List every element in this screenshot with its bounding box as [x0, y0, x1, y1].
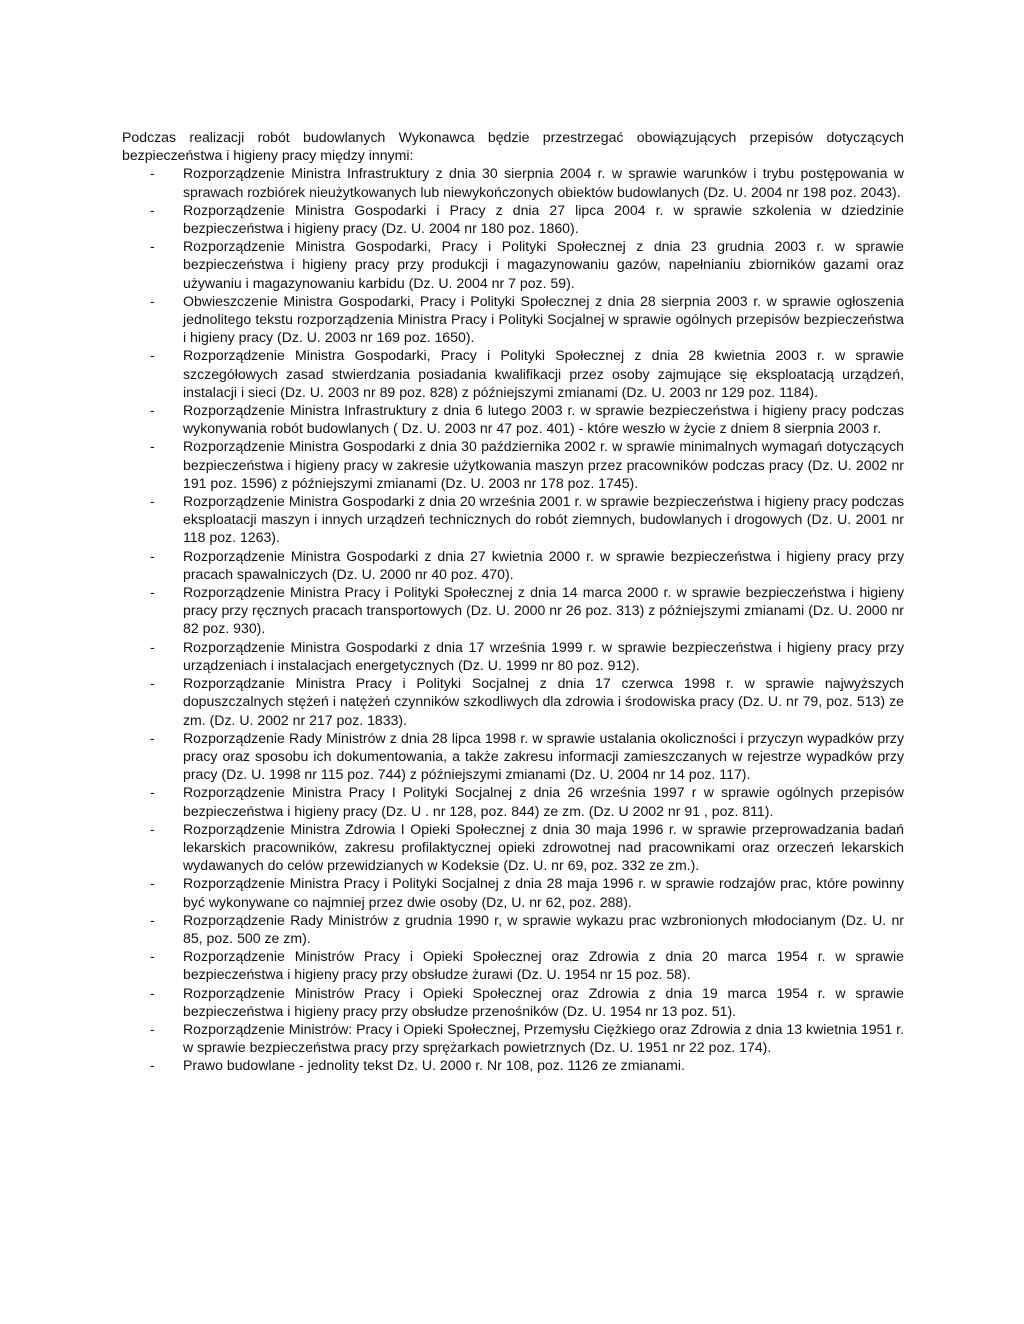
regulation-item [122, 911, 904, 947]
list-bullet: - [150, 820, 155, 837]
regulation-text: Rozporządzenie Ministra Pracy i Polityki Społecznej z dnia 14 marca 2000 r. w sprawie bezpieczeństwa i higieny pracy przy ręcznych pracach transportowych (Dz. U. 2000 nr 26 poz. 313) z późniejszymi zmianami (Dz. U. 2000 nr 82 poz. 930). [183, 584, 904, 637]
list-bullet: - [150, 1057, 155, 1074]
list-bullet: - [150, 292, 155, 309]
list-bullet: - [150, 875, 155, 892]
list-bullet: - [150, 948, 155, 965]
regulation-item [122, 783, 904, 819]
regulations-list [122, 164, 904, 1074]
regulation-item [122, 292, 904, 347]
regulation-text: Rozporządzenie Ministrów Pracy i Opieki Społecznej oraz Zdrowia z dnia 20 marca 1954 r. w sprawie bezpieczeństwa i higieny pracy przy obsłudze żurawi (Dz. U. 1954 nr 15 poz. 58). [183, 948, 904, 983]
regulation-text: Rozporządzenie Ministra Infrastruktury z dnia 30 sierpnia 2004 r. w sprawie warunków i trybu postępowania w sprawach rozbiórek nieużytkowanych lub niewykończonych obiektów budowlanych (Dz. U. 2004 nr 198 poz. 2043). [183, 165, 904, 200]
regulation-item [122, 583, 904, 638]
list-bullet: - [150, 1020, 155, 1037]
regulation-item [122, 346, 904, 401]
regulation-item [122, 947, 904, 983]
list-bullet: - [150, 493, 155, 510]
regulation-text: Obwieszczenie Ministra Gospodarki, Pracy i Polityki Społecznej z dnia 28 sierpnia 2003 r. w sprawie ogłoszenia jednolitego tekstu rozporządzenia Ministra Pracy i Polityki Socjalnej w sprawie ogólnych przepisów bezpieczeństwa i higieny pracy (Dz. U. 2003 nr 169 poz. 1650). [183, 292, 904, 346]
regulation-item [122, 547, 904, 583]
regulation-text: Rozporządzenie Ministra Gospodarki z dnia 17 września 1999 r. w sprawie bezpieczeństwa i higieny pracy przy urządzeniach i instalacjach energetycznych (Dz. U. 1999 nr 80 poz. 912). [183, 638, 904, 673]
document-page [122, 128, 904, 1075]
list-bullet: - [150, 584, 155, 601]
regulation-item [122, 437, 904, 492]
regulation-item [122, 984, 904, 1020]
regulation-item [122, 729, 904, 784]
regulation-item [122, 1056, 904, 1074]
list-bullet: - [150, 165, 155, 182]
regulation-text: Rozporządzenie Ministra Zdrowia I Opieki Społecznej z dnia 30 maja 1996 r. w sprawie przeprowadzania badań lekarskich pracowników, zakresu profilaktycznej opieki zdrowotnej nad pracownikami oraz orzeczeń lekarskich wydawanych do celów przewidzianych w Kodeksie (Dz. U. nr 69, poz. 332 ze zm.). [183, 820, 904, 874]
list-bullet: - [150, 438, 155, 455]
regulation-item [122, 638, 904, 674]
regulation-text: Rozporządzenie Ministra Gospodarki z dnia 20 września 2001 r. w sprawie bezpieczeństwa i higieny pracy podczas eksploatacji maszyn i innych urządzeń technicznych do robót ziemnych, budowlanych i drogowych (Dz. U. 2001 nr 118 poz. 1263). [183, 493, 904, 546]
list-bullet: - [150, 201, 155, 218]
regulation-text: Rozporządzenie Ministra Gospodarki z dnia 30 października 2002 r. w sprawie minimalnych wymagań dotyczących bezpieczeństwa i higieny pracy w zakresie użytkowania maszyn przez pracowników podczas pracy (Dz. U. 2002 nr 191 poz. 1596) z późniejszymi zmianami (Dz. U. 2003 nr 178 poz. 1745). [183, 438, 904, 491]
list-bullet: - [150, 729, 155, 746]
regulation-text: Rozporządzenie Rady Ministrów z grudnia 1990 r, w sprawie wykazu prac wzbronionych młodocianym (Dz. U. nr 85, poz. 500 ze zm). [183, 911, 904, 946]
list-bullet: - [150, 347, 155, 364]
regulation-item [122, 492, 904, 547]
regulation-item [122, 237, 904, 292]
list-bullet: - [150, 784, 155, 801]
regulation-text: Rozporządzanie Ministra Pracy i Polityki Socjalnej z dnia 17 czerwca 1998 r. w sprawie najwyższych dopuszczalnych stężeń i natężeń czynników szkodliwych dla zdrowia i środowiska pracy (Dz. U. nr 79, poz. 513) ze zm. (Dz. U. 2002 nr 217 poz. 1833). [183, 675, 904, 728]
list-bullet: - [150, 911, 155, 928]
regulation-item [122, 820, 904, 875]
regulation-text: Rozporządzenie Ministra Pracy I Polityki Socjalnej z dnia 26 września 1997 r w sprawie ogólnych przepisów bezpieczeństwa i higieny pracy (Dz. U . nr 128, poz. 844) ze zm. (Dz. U 2002 nr 91 , poz. 811). [183, 784, 904, 819]
regulation-item [122, 1020, 904, 1056]
list-bullet: - [150, 638, 155, 655]
regulation-text: Rozporządzenie Ministrów Pracy i Opieki Społecznej oraz Zdrowia z dnia 19 marca 1954 r. w sprawie bezpieczeństwa i higieny pracy przy obsłudze przenośników (Dz. U. 1954 nr 13 poz. 51). [183, 984, 904, 1019]
regulation-text: Rozporządzenie Rady Ministrów z dnia 28 lipca 1998 r. w sprawie ustalania okoliczności i przyczyn wypadków przy pracy oraz sposobu ich dokumentowania, a także zakresu informacji zamieszczanych w rejestrze wypadków przy pracy (Dz. U. 1998 nr 115 poz. 744) z późniejszymi zmianami (Dz. U. 2004 nr 14 poz. 117). [183, 729, 904, 783]
list-bullet: - [150, 675, 155, 692]
regulation-text: Rozporządzenie Ministrów: Pracy i Opieki Społecznej, Przemysłu Ciężkiego oraz Zdrowia z dnia 13 kwietnia 1951 r. w sprawie bezpieczeństwa pracy przy sprężarkach powietrznych (Dz. U. 1951 nr 22 poz. 174). [183, 1020, 904, 1056]
list-bullet: - [150, 402, 155, 419]
regulation-text: Prawo budowlane - jednolity tekst Dz. U. 2000 r. Nr 108, poz. 1126 ze zmianami. [183, 1057, 685, 1074]
intro-paragraph: Podczas realizacji robót budowlanych Wykonawca będzie przestrzegać obowiązujących przepisów dotyczących bezpieczeństwa i higieny pracy między innymi: [122, 129, 904, 164]
regulation-item [122, 674, 904, 729]
regulation-text: Rozporządzenie Ministra Gospodarki i Pracy z dnia 27 lipca 2004 r. w sprawie szkolenia w dziedzinie bezpieczeństwa i higieny pracy (Dz. U. 2004 nr 180 poz. 1860). [183, 201, 904, 237]
regulation-item [122, 874, 904, 910]
regulation-text: Rozporządzenie Ministra Gospodarki, Pracy i Polityki Społecznej z dnia 28 kwietnia 2003 r. w sprawie szczegółowych zasad stwierdzania posiadania kwalifikacji przez osoby zajmujące się eksploatacją urządzeń, instalacji i sieci (Dz. U. 2003 nr 89 poz. 828) z późniejszymi zmianami (Dz. U. 2003 nr 129 poz. 1184). [183, 347, 904, 400]
regulation-text: Rozporządzenie Ministra Gospodarki z dnia 27 kwietnia 2000 r. w sprawie bezpieczeństwa i higieny pracy przy pracach spawalniczych (Dz. U. 2000 nr 40 poz. 470). [183, 547, 904, 582]
list-bullet: - [150, 238, 155, 255]
regulation-item [122, 401, 904, 437]
regulation-text: Rozporządzenie Ministra Gospodarki, Pracy i Polityki Społecznej z dnia 23 grudnia 2003 r. w sprawie bezpieczeństwa i higieny pracy przy produkcji i magazynowaniu gazów, napełnianiu zbiorników gazami oraz używaniu i magazynowaniu karbidu (Dz. U. 2004 nr 7 poz. 59). [183, 238, 904, 291]
regulation-text: Rozporządzenie Ministra Pracy i Polityki Socjalnej z dnia 28 maja 1996 r. w sprawie rodzajów prac, które powinny być wykonywane co najmniej przez dwie osoby (Dz, U. nr 62, poz. 288). [183, 875, 904, 910]
regulation-item [122, 201, 904, 237]
regulation-item [122, 164, 904, 200]
list-bullet: - [150, 984, 155, 1001]
list-bullet: - [150, 547, 155, 564]
regulation-text: Rozporządzenie Ministra Infrastruktury z dnia 6 lutego 2003 r. w sprawie bezpieczeństwa i higieny pracy podczas wykonywania robót budowlanych ( Dz. U. 2003 nr 47 poz. 401) - które weszło w życie z dniem 8 sierpnia 2003 r. [183, 402, 904, 437]
